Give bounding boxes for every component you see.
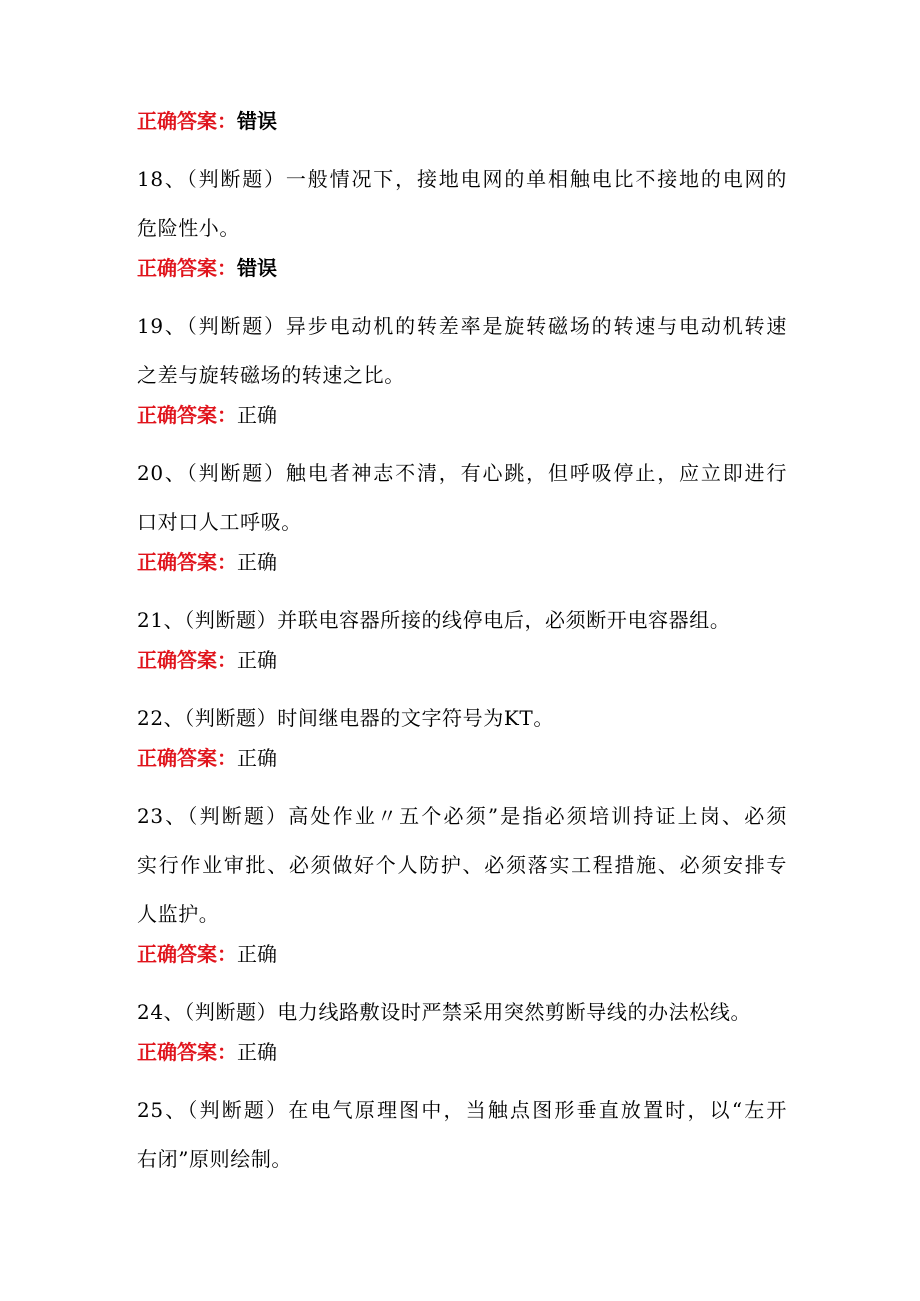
question-item xyxy=(137,155,787,253)
question-text-line: 19、（判断题）异步电动机的转差率是旋转磁场的转速与电动机转速 xyxy=(137,314,787,338)
question-text-line: 18、（判断题）一般情况下，接地电网的单相触电比不接地的电网的 xyxy=(137,167,787,191)
question-text-line: 22、（判断题）时间继电器的文字符号为KT。 xyxy=(137,706,554,730)
answer-value: 错误 xyxy=(237,256,277,280)
answer-label: 正确答案： xyxy=(137,746,237,770)
question-item xyxy=(137,792,787,939)
question-item xyxy=(137,596,787,645)
question-item xyxy=(137,988,787,1037)
question-item xyxy=(137,449,787,547)
answer-label: 正确答案： xyxy=(137,942,237,966)
question-text-line: 右闭”原则绘制。 xyxy=(137,1147,293,1171)
answer-value: 正确 xyxy=(237,550,277,574)
question-text-line: 实行作业审批、必须做好个人防护、必须落实工程措施、必须安排专 xyxy=(137,853,787,877)
question-item xyxy=(137,694,787,743)
document-page xyxy=(137,106,787,1184)
question-text-line: 21、（判断题）并联电容器所接的线停电后，必须断开电容器组。 xyxy=(137,608,731,632)
answer-value: 正确 xyxy=(237,942,277,966)
question-text-line: 口对口人工呼吸。 xyxy=(137,510,302,534)
answer-label: 正确答案： xyxy=(137,1040,237,1064)
answer-label: 正确答案： xyxy=(137,109,237,133)
question-text-line: 危险性小。 xyxy=(137,216,240,240)
question-text-line: 20、（判断题）触电者神志不清，有心跳，但呼吸停止，应立即进行 xyxy=(137,461,787,485)
question-text-line: 人监护。 xyxy=(137,902,220,926)
answer-row xyxy=(137,939,787,969)
answer-value: 正确 xyxy=(237,648,277,672)
answer-label: 正确答案： xyxy=(137,403,237,427)
answer-value: 错误 xyxy=(237,109,277,133)
answer-label: 正确答案： xyxy=(137,648,237,672)
question-item xyxy=(137,1086,787,1184)
answer-row xyxy=(137,400,787,430)
answer-value: 正确 xyxy=(237,403,277,427)
question-item xyxy=(137,302,787,400)
answer-row xyxy=(137,645,787,675)
answer-value: 正确 xyxy=(237,1040,277,1064)
question-text-line: 24、（判断题）电力线路敷设时严禁采用突然剪断导线的办法松线。 xyxy=(137,1000,752,1024)
question-text-line: 23、（判断题）高处作业〃五个必须”是指必须培训持证上岗、必须 xyxy=(137,804,787,828)
question-text-line: 25、（判断题）在电气原理图中，当触点图形垂直放置时，以“左开 xyxy=(137,1098,787,1122)
question-text-line: 之差与旋转磁场的转速之比。 xyxy=(137,363,405,387)
answer-row xyxy=(137,253,787,283)
answer-value: 正确 xyxy=(237,746,277,770)
answer-row xyxy=(137,106,787,136)
answer-row xyxy=(137,547,787,577)
answer-label: 正确答案： xyxy=(137,550,237,574)
answer-row xyxy=(137,1037,787,1067)
answer-row xyxy=(137,743,787,773)
answer-label: 正确答案： xyxy=(137,256,237,280)
